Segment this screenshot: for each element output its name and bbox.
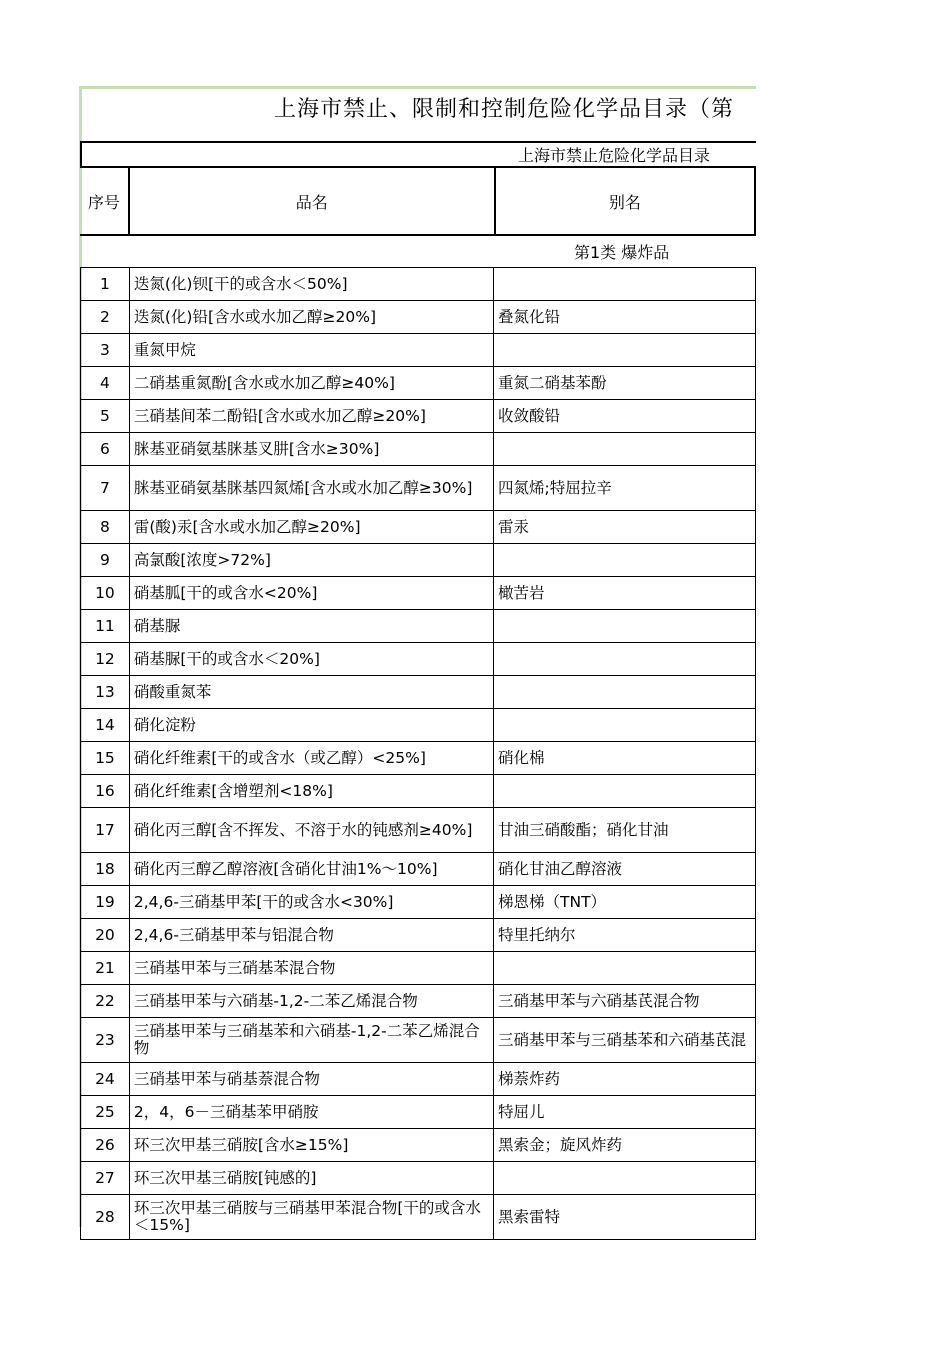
table-row (81, 886, 756, 919)
table-row (81, 1129, 756, 1162)
table-row (81, 742, 756, 775)
row-no: 10 (81, 577, 130, 610)
table-row (81, 1195, 756, 1240)
row-name: 硝酸重氮苯 (129, 676, 493, 709)
row-name: 环三次甲基三硝胺与三硝基甲苯混合物[干的或含水＜15%] (129, 1195, 493, 1240)
category-row (80, 236, 756, 266)
row-alias (494, 709, 756, 742)
row-no: 18 (81, 853, 130, 886)
row-alias (494, 775, 756, 808)
row-name: 二硝基重氮酚[含水或水加乙醇≥40%] (129, 367, 493, 400)
row-alias: 甘油三硝酸酯；硝化甘油 (494, 808, 756, 853)
table-row (81, 853, 756, 886)
table-row (81, 775, 756, 808)
row-name: 三硝基甲苯与三硝基苯混合物 (129, 952, 493, 985)
table-row (81, 1096, 756, 1129)
row-alias: 三硝基甲苯与六硝基芪混合物 (494, 985, 756, 1018)
row-alias: 特屈儿 (494, 1096, 756, 1129)
table-row (81, 367, 756, 400)
row-no: 17 (81, 808, 130, 853)
table-row (81, 433, 756, 466)
row-no: 6 (81, 433, 130, 466)
row-name: 雷(酸)汞[含水或水加乙醇≥20%] (129, 511, 493, 544)
row-name: 三硝基甲苯与硝基萘混合物 (129, 1063, 493, 1096)
row-name: 迭氮(化)铅[含水或水加乙醇≥20%] (129, 301, 493, 334)
row-alias (494, 610, 756, 643)
row-alias: 特里托纳尔 (494, 919, 756, 952)
row-no: 26 (81, 1129, 130, 1162)
row-alias (494, 1162, 756, 1195)
row-no: 14 (81, 709, 130, 742)
row-name: 硝化丙三醇乙醇溶液[含硝化甘油1%～10%] (129, 853, 493, 886)
row-name: 三硝基甲苯与三硝基苯和六硝基-1,2-二苯乙烯混合物 (129, 1018, 493, 1063)
table-header (80, 166, 756, 236)
row-no: 5 (81, 400, 130, 433)
row-name: 硝化纤维素[含增塑剂<18%] (129, 775, 493, 808)
table-row (81, 301, 756, 334)
table-row (81, 1162, 756, 1195)
table-row (81, 1063, 756, 1096)
table-row (81, 1018, 756, 1063)
row-alias: 黑索雷特 (494, 1195, 756, 1240)
table-row (81, 952, 756, 985)
table-row (81, 466, 756, 511)
row-alias (494, 334, 756, 367)
row-name: 硝基胍[干的或含水<20%] (129, 577, 493, 610)
row-no: 16 (81, 775, 130, 808)
row-alias: 雷汞 (494, 511, 756, 544)
row-name: 环三次甲基三硝胺[含水≥15%] (129, 1129, 493, 1162)
header-alias: 别名 (608, 192, 641, 212)
table-row (81, 919, 756, 952)
row-name: 2，4，6－三硝基苯甲硝胺 (129, 1096, 493, 1129)
header-no: 序号 (80, 168, 130, 234)
row-no: 1 (81, 268, 130, 301)
row-name: 硝化淀粉 (129, 709, 493, 742)
row-alias: 重氮二硝基苯酚 (494, 367, 756, 400)
row-no: 20 (81, 919, 130, 952)
row-no: 28 (81, 1195, 130, 1240)
table-row (81, 610, 756, 643)
row-alias: 硝化棉 (494, 742, 756, 775)
row-alias: 橄苦岩 (494, 577, 756, 610)
row-alias (494, 952, 756, 985)
row-no: 22 (81, 985, 130, 1018)
table-row (81, 334, 756, 367)
table-row (81, 268, 756, 301)
row-no: 9 (81, 544, 130, 577)
row-alias: 黑索金；旋风炸药 (494, 1129, 756, 1162)
chemicals-table (80, 267, 756, 1240)
table-row (81, 985, 756, 1018)
row-alias: 梯恩梯（TNT） (494, 886, 756, 919)
row-no: 25 (81, 1096, 130, 1129)
row-alias: 四氮烯;特屈拉辛 (494, 466, 756, 511)
row-no: 2 (81, 301, 130, 334)
row-no: 4 (81, 367, 130, 400)
row-alias (494, 676, 756, 709)
row-alias: 梯萘炸药 (494, 1063, 756, 1096)
table-row (81, 544, 756, 577)
table-row (81, 676, 756, 709)
row-no: 8 (81, 511, 130, 544)
table-row (81, 511, 756, 544)
row-alias (494, 433, 756, 466)
row-alias (494, 544, 756, 577)
row-name: 硝化纤维素[干的或含水（或乙醇）<25%] (129, 742, 493, 775)
row-no: 11 (81, 610, 130, 643)
row-alias: 三硝基甲苯与三硝基苯和六硝基芪混 (494, 1018, 756, 1063)
page-title: 上海市禁止、限制和控制危险化学品目录（第 (274, 97, 735, 122)
category-label: 第1类 爆炸品 (574, 243, 670, 262)
header-name: 品名 (130, 168, 496, 234)
row-no: 13 (81, 676, 130, 709)
row-no: 15 (81, 742, 130, 775)
row-no: 23 (81, 1018, 130, 1063)
table-row (81, 808, 756, 853)
row-name: 2,4,6-三硝基甲苯与铝混合物 (129, 919, 493, 952)
table-row (81, 577, 756, 610)
row-no: 12 (81, 643, 130, 676)
row-alias (494, 643, 756, 676)
table-row (81, 643, 756, 676)
row-name: 脒基亚硝氨基脒基四氮烯[含水或水加乙醇≥30%] (129, 466, 493, 511)
row-no: 19 (81, 886, 130, 919)
row-alias: 收敛酸铅 (494, 400, 756, 433)
row-no: 24 (81, 1063, 130, 1096)
row-name: 迭氮(化)钡[干的或含水＜50%] (129, 268, 493, 301)
row-name: 硝基脲[干的或含水＜20%] (129, 643, 493, 676)
row-name: 环三次甲基三硝胺[钝感的] (129, 1162, 493, 1195)
row-no: 3 (81, 334, 130, 367)
row-name: 三硝基甲苯与六硝基-1,2-二苯乙烯混合物 (129, 985, 493, 1018)
row-name: 硝基脲 (129, 610, 493, 643)
row-name: 硝化丙三醇[含不挥发、不溶于水的钝感剂≥40%] (129, 808, 493, 853)
row-name: 高氯酸[浓度>72%] (129, 544, 493, 577)
table-row (81, 400, 756, 433)
row-no: 27 (81, 1162, 130, 1195)
row-no: 21 (81, 952, 130, 985)
row-name: 2,4,6-三硝基甲苯[干的或含水<30%] (129, 886, 493, 919)
row-name: 三硝基间苯二酚铅[含水或水加乙醇≥20%] (129, 400, 493, 433)
row-name: 脒基亚硝氨基脒基叉肼[含水≥30%] (129, 433, 493, 466)
row-name: 重氮甲烷 (129, 334, 493, 367)
row-no: 7 (81, 466, 130, 511)
row-alias: 硝化甘油乙醇溶液 (494, 853, 756, 886)
table-row (81, 709, 756, 742)
subtitle: 上海市禁止危险化学品目录 (518, 146, 711, 165)
sheet-top-border (80, 86, 756, 89)
row-alias (494, 268, 756, 301)
row-alias: 叠氮化铅 (494, 301, 756, 334)
